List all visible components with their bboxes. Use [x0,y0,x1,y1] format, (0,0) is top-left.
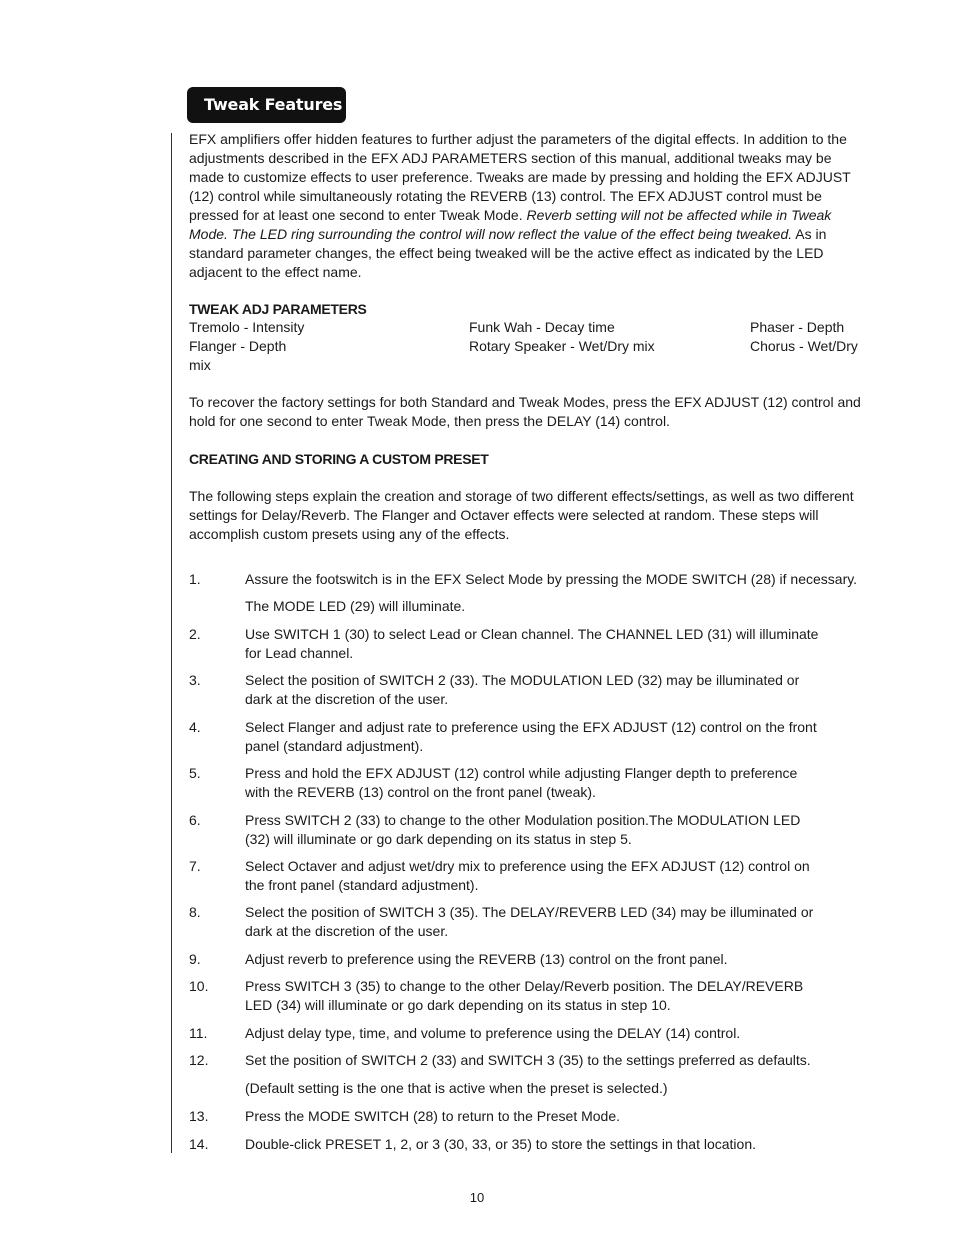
step-text: Double-click PRESET 1, 2, or 3 (30, 33, or 35) to store the settings in that location. [245,1136,756,1152]
step-text: Press the MODE SWITCH (28) to return to the Preset Mode. [245,1108,621,1124]
step-number: 2. [189,626,201,642]
step-text: (Default setting is the one that is active when the preset is selected.) [245,1080,668,1096]
param-funk-wah: Funk Wah - Decay time [469,319,615,335]
step-text: panel (standard adjustment). [245,738,424,754]
step-text: Select Flanger and adjust rate to preference using the EFX ADJUST (12) control on the front [245,719,817,735]
step-number: 5. [189,765,201,781]
param-flanger: Flanger - Depth [189,338,287,354]
step-number: 14. [189,1136,209,1152]
step-text: Press SWITCH 2 (33) to change to the other Modulation position.The MODULATION LED [245,812,801,828]
step-number: 3. [189,672,201,688]
step-text: dark at the discretion of the user. [245,691,449,707]
param-chorus: Chorus - Wet/Dry [750,338,858,354]
param-chorus-continued: mix [189,357,211,373]
step-number: 9. [189,951,201,967]
step-number: 10. [189,978,209,994]
step-number: 13. [189,1108,209,1124]
step-text: with the REVERB (13) control on the front panel (tweak). [245,784,596,800]
intro-text-1: EFX amplifiers offer hidden features to further adjust the parameters of the digital effects. In addition to the adjustments described in the EFX ADJ PARAMETERS section of this manual, additional tweaks may be made to customize effects to user preference. Tweaks are made by pressing and holding the EFX ADJUST (12) control while simultaneously rotating the REVERB (13) control. The EFX ADJUST control must be pressed for at least one second to enter Tweak Mode. [189,131,851,223]
param-phaser: Phaser - Depth [750,319,845,335]
step-text: Adjust delay type, time, and volume to preference using the DELAY (14) control. [245,1025,741,1041]
step-number: 8. [189,904,201,920]
step-text: Select the position of SWITCH 3 (35). The DELAY/REVERB LED (34) may be illuminated or [245,904,814,920]
intro-italic-note: Reverb setting will not be affected while in Tweak Mode. The LED ring surrounding the control will now reflect the value of the effect being tweaked. [189,207,832,242]
param-tremolo: Tremolo - Intensity [189,319,305,335]
step-text: (32) will illuminate or go dark depending on its status in step 5. [245,831,632,847]
step-number: 4. [189,719,201,735]
left-margin-rule [171,133,172,1153]
section-title: Tweak Features [204,95,343,114]
step-text: for Lead channel. [245,645,354,661]
step-text: Press SWITCH 3 (35) to change to the other Delay/Reverb position. The DELAY/REVERB [245,978,804,994]
step-text: LED (34) will illuminate or go dark depending on its status in step 10. [245,997,671,1013]
custom-preset-intro: The following steps explain the creation and storage of two different effects/settings, as well as two different settings for Delay/Reverb. The Flanger and Octaver effects were selected at random. These steps will accomplish custom presets using any of the effects. [189,488,854,542]
custom-preset-heading: CREATING AND STORING A CUSTOM PRESET [189,451,489,467]
step-number: 12. [189,1052,209,1068]
step-text: Press and hold the EFX ADJUST (12) control while adjusting Flanger depth to preference [245,765,798,781]
step-number: 6. [189,812,201,828]
section-title-badge [187,87,346,123]
step-number: 11. [189,1025,208,1041]
param-rotary-speaker: Rotary Speaker - Wet/Dry mix [469,338,655,354]
tweak-adj-heading: TWEAK ADJ PARAMETERS [189,301,367,317]
intro-paragraph [189,130,864,282]
step-text: Use SWITCH 1 (30) to select Lead or Clean channel. The CHANNEL LED (31) will illuminate [245,626,819,642]
step-text: dark at the discretion of the user. [245,923,449,939]
step-number: 1. [189,571,201,587]
recover-factory-paragraph: To recover the factory settings for both Standard and Tweak Modes, press the EFX ADJUST (12) control and hold for one second to enter Tweak Mode, then press the DELAY (14) control. [189,394,861,429]
step-text: Select the position of SWITCH 2 (33). The MODULATION LED (32) may be illuminated or [245,672,800,688]
step-text: Assure the footswitch is in the EFX Select Mode by pressing the MODE SWITCH (28) if necessary. [245,571,858,587]
step-text: Adjust reverb to preference using the REVERB (13) control on the front panel. [245,951,728,967]
step-number: 7. [189,858,201,874]
step-text: Select Octaver and adjust wet/dry mix to preference using the EFX ADJUST (12) control on [245,858,810,874]
step-text: Set the position of SWITCH 2 (33) and SWITCH 3 (35) to the settings preferred as defaults. [245,1052,811,1068]
step-text: The MODE LED (29) will illuminate. [245,598,466,614]
step-text: the front panel (standard adjustment). [245,877,479,893]
page-number: 10 [469,1190,485,1205]
intro-text-2: As in standard parameter changes, the effect being tweaked will be the active effect as indicated by the LED adjacent to the effect name. [189,226,827,280]
